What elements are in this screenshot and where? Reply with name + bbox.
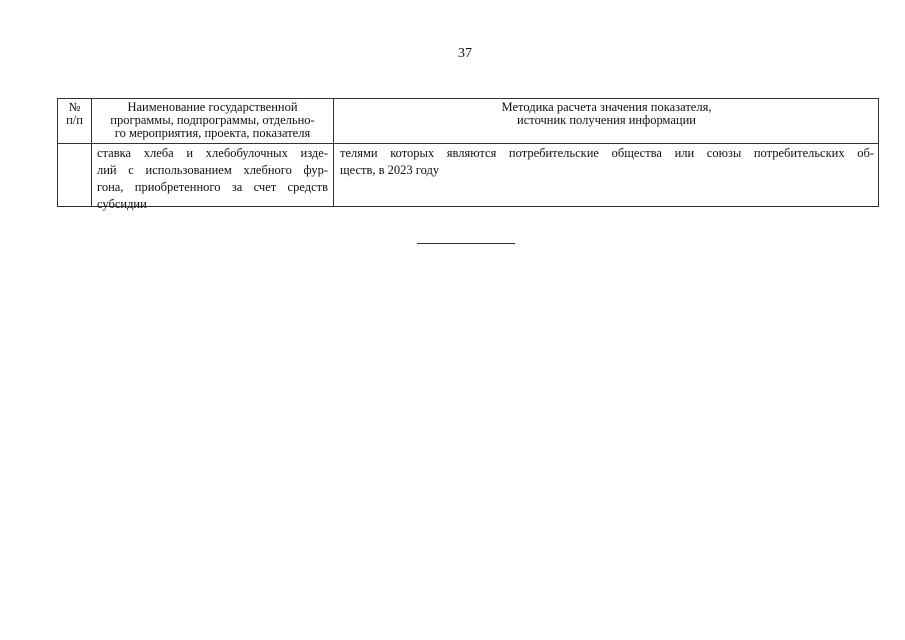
end-rule	[417, 243, 515, 244]
header-name	[92, 101, 333, 140]
header-text: источник получения информации	[517, 113, 696, 127]
header-text: Наименование государственной	[127, 100, 298, 114]
header-text: Методика расчета значения показателя,	[501, 100, 712, 114]
cell-line: гона, приобретенного за счет средств	[97, 180, 328, 194]
header-text: го мероприятия, проекта, показателя	[114, 126, 311, 140]
row-method-cell	[340, 145, 874, 179]
cell-line: телями которых являются потребительские общества или союзы потребительских об-	[340, 146, 874, 160]
page-number: 37	[458, 46, 472, 61]
header-number	[58, 101, 91, 127]
cell-line: ставка хлеба и хлебобулочных изде-	[97, 146, 328, 160]
header-method	[334, 101, 879, 127]
indicator-table	[57, 98, 879, 211]
row-name-cell	[97, 145, 328, 213]
cell-line: ществ, в 2023 году	[340, 163, 440, 177]
header-text: программы, подпрограммы, отдельно-	[110, 113, 315, 127]
cell-line: лий с использованием хлебного фур-	[97, 163, 328, 177]
header-divider	[58, 143, 878, 144]
header-text: п/п	[66, 113, 83, 127]
cell-line: субсидии	[97, 197, 147, 211]
header-text: №	[68, 100, 81, 114]
